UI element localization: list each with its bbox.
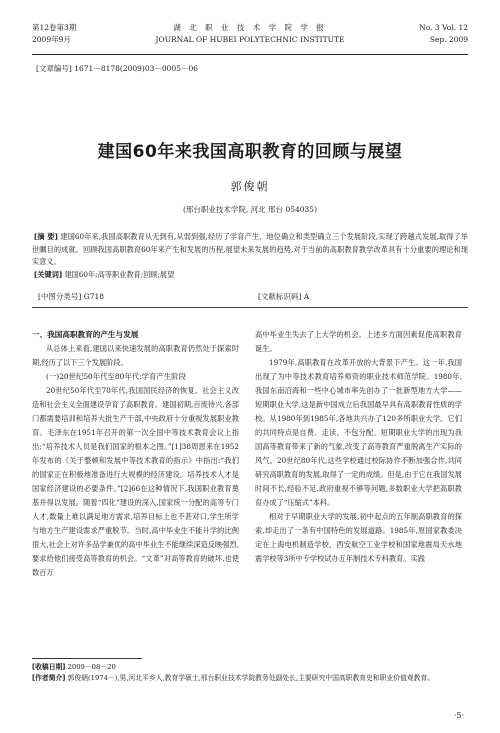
author-name: 郭俊朝 xyxy=(230,180,270,193)
paragraph: 1979年,高职教育在改革开放的大背景下产生。这一年,我国出现了为中等技术教育培养师资的职业技术师范学院。1980年,我国东南沿海和一些中心城市率先创办了一批新型地方大学——短期职业大学,这是新中国成立后我国最早具有高职教育性质的学校。从1980年到1985年,各地共兴办了120多所职业大学。它们的共同特点是自费、走读、不包分配。短期职业大学的出现为我国高等教育带来了新的气象,改变了高等教育严重脱离生产实际的风气。20世纪80年代,这些学校通过校际协作不断加强合作,共同研究高职教育的发展,取得了一定的成绩。但是,由于它在我国发展时间不长,经验不足,政府重视不够等问题,多数职业大学把高职教育办成了“压缩式”本科。 xyxy=(255,358,462,507)
header-right xyxy=(419,22,468,46)
header-rule xyxy=(32,54,468,55)
received-value: 2009－08－20 xyxy=(67,663,116,671)
footnote-rule xyxy=(32,658,142,659)
issue-date: 2009年9月 xyxy=(32,35,71,44)
keywords-text: 建国60年;高等职业教育;回顾;展望 xyxy=(64,269,175,279)
abstract-label: [摘 要] xyxy=(34,232,58,241)
doc-code-label: [文献标识码] xyxy=(258,292,302,301)
footnotes xyxy=(32,662,468,684)
volume-issue: 第12卷第3期 xyxy=(32,23,77,32)
abstract xyxy=(32,231,468,269)
doc-code-value: A xyxy=(303,292,310,301)
author-affiliation: (邢台职业技术学院, 河北 邢台 054035) xyxy=(182,205,318,214)
received-label: [收稿日期] xyxy=(32,663,66,671)
article-title: 建国60年来我国高职教育的回顾与展望 xyxy=(97,142,403,162)
article-number: [文章编号] 1671－8178(2009)03－0005－06 xyxy=(36,64,199,73)
issue-date-en: Sep. 2009 xyxy=(429,35,468,44)
body-column-left xyxy=(32,328,239,580)
paragraph: 相对于早期职业大学的发展,初中起点的五年制高职教育的探索,却走出了一条有中国特色的发展道路。1985年,原国家教委决定在上海电机制造学校、西安航空工业学校和国家地震局天水地震学校等3所中专学校试办五年制技术专科教育。实践 xyxy=(255,512,462,563)
header-center xyxy=(32,22,468,46)
abstract-block xyxy=(32,231,468,281)
clc-label: [中图分类号] xyxy=(38,292,82,301)
author-bio-label: [作者简介] xyxy=(32,674,66,682)
received-date xyxy=(32,662,468,673)
journal-name-cn: 湖 北 职 业 技 术 学 院 学 报 xyxy=(173,23,327,32)
page-number: ·5· xyxy=(453,711,464,720)
clc-value: G718 xyxy=(83,292,105,301)
paragraph: 从总体上来看,建国以来快速发展的高职教育仍然处于探索时期,经历了以下三个发展阶段。 xyxy=(32,344,239,367)
paragraph: 高中毕业生失去了上大学的机会。上述多方面因素促使高职教育诞生。 xyxy=(255,330,462,353)
abstract-rule xyxy=(32,307,468,308)
document-code xyxy=(258,291,309,302)
keywords-label: [关键词] xyxy=(34,269,63,279)
abstract-text: 建国60年来,我国高职教育从无到有,从弱到强,经历了学育产生、地位确立和类型确立三个发展阶段,实现了跨越式发展,取得了举世瞩目的成就。回顾我国高职教育60年来产生和发展的历程,展望未来发展的趋势,对于当前的高职教育教学改革具有十分重要的理论和现实意义。 xyxy=(32,232,468,266)
subsection-heading: (一)20世纪50年代至80年代:学育产生阶段 xyxy=(46,372,186,381)
keywords xyxy=(32,269,468,282)
author-bio-text: 郭俊朝(1974－),男,河北平乡人,教育学硕士,邢台职业技术学院教务处副处长,主要研究中国高职教育史和职业价值观教育。 xyxy=(67,674,435,682)
paragraph: 20世纪50年代至70年代,我国国民经济的恢复、社会主义改造和社会主义全面建设孕育了高职教育。建国初期,百废待兴,各部门都需要培训和培养大批生产干部,中央政府十分重视发展职业教育。毛泽东在1951年召开的第一次全国中等技术教育会议上指出:“培养技术人员是我们国家的根本之图。”[1]38周恩来在1952年发布的《关于整顿和发展中等技术教育的指示》中指出:“我们的国家正在积极地准备进行大规模的经济建设。培养技术人才是国家经济建设的必要条件。”[2]66在这种情况下,我国职业教育奠基并得以发展。随着“四化”建设的深入,国家统一分配的高等专门人才,数量上难以满足地方需求,培养目标上也不甚对口,学生所学与地方生产建设需求严重脱节。当时,高中毕业生不能升学的比例很大,社会上对许多品学兼优的高中毕业生不能继续深造反映强烈,要求给他们接受高等教育的机会。“文革”对高等教育的破坏,也使数百万 xyxy=(32,386,239,577)
volume-issue-en: No. 3 Vol. 12 xyxy=(419,23,468,32)
clc-number xyxy=(38,291,104,302)
running-header xyxy=(32,22,468,52)
section-heading: 一、我国高职教育的产生与发展 xyxy=(32,330,139,339)
body-column-right xyxy=(255,328,462,566)
author-bio xyxy=(32,673,468,684)
journal-name-en: JOURNAL OF HUBEI POLYTECHNIC INSTITUTE xyxy=(155,35,345,44)
